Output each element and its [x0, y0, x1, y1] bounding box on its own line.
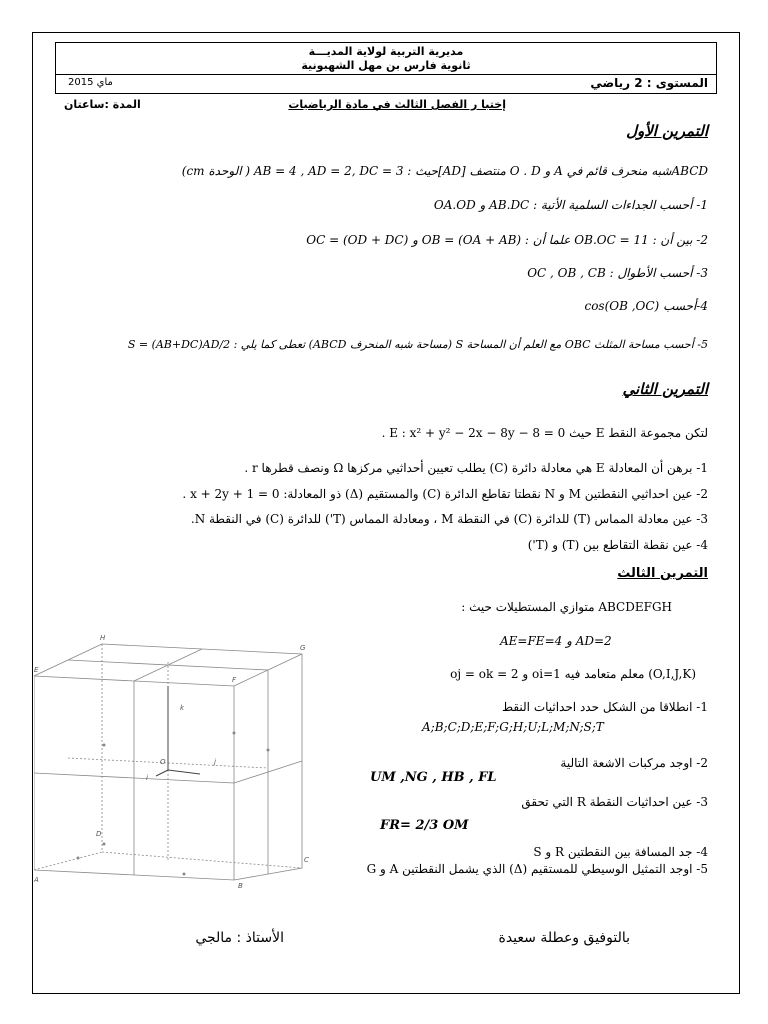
exercise-1-q2: 2- بين أن : OB.OC = 11 علما أن : OB = (OA + AB) و OC = (OD + DC) — [306, 233, 708, 247]
exercise-3-q2-vectors: UM ,NG , HB , FL — [370, 770, 497, 785]
exercise-1-q3: 3- أحسب الأطوال : OC , OB , CB — [527, 266, 708, 280]
school-name: ثانوية فارس بن مهل الشهبونية — [301, 59, 471, 72]
exercise-3-q2: 2- اوجد مركبات الاشعة التالية — [560, 756, 708, 770]
label-E: E — [34, 666, 39, 674]
label-G: G — [300, 644, 306, 652]
exercise-1-q5: 5- أحسب مساحة المثلث OBC مع العلم أن المساحة S (مساحة شبه المنحرف ABCD) تعطى كما يلي : S = (AB+DC)AD/2 — [127, 338, 708, 351]
exercise-2-q3: 3- عين معادلة المماس (T) للدائرة (C) في النقطة M ، ومعادلة المماس (T') للدائرة (C) في النقطة N. — [190, 512, 708, 526]
exercise-2-q4: 4- عين نقطة التقاطع بين (T) و (T') — [527, 538, 708, 552]
label-j: j — [214, 758, 216, 766]
parallelepiped-svg — [34, 630, 346, 890]
exercise-1-q1: 1- أحسب الجداءات السلمية الأتية : AB.DC و OA.OD — [433, 198, 708, 212]
parallelepiped-figure — [34, 630, 346, 890]
exercise-3-q4: 4- جد المسافة بين النقطتين R و S — [533, 845, 708, 859]
exercise-1-intro: ABCDشبه منحرف قائم في A و O . D منتصف [AD]حيث : AB = 4 , AD = 2, DC = 3 ( الوحدة cm) — [181, 164, 708, 178]
label-C: C — [304, 856, 309, 864]
label-F: F — [232, 676, 237, 684]
label-D: D — [96, 830, 102, 838]
exercise-2-title: التمرين الثاني — [622, 380, 708, 398]
exercise-3-q1-points: A;B;C;D;E;F;G;H;U;L;M;N;S;T — [422, 720, 604, 734]
exercise-3-q1: 1- انطلاقا من الشكل حدد احداثيات النقط — [501, 700, 708, 714]
exercise-3-frame: (O,I,J,K) معلم متعامد فيه oi=1 و oj = ok = 2 — [450, 667, 696, 681]
exercise-2-q1: 1- برهن أن المعادلة E هي معادلة دائرة (C) يطلب تعيين أحداثيي مركزها Ω ونصف قطرها r . — [244, 461, 708, 475]
exam-date: ماي 2015 — [68, 77, 113, 88]
label-A: A — [34, 876, 39, 884]
label-k: k — [180, 704, 185, 712]
teacher-name: الأستاذ : مالجي — [195, 930, 284, 946]
exam-title: إختبا ر الفصل الثالث في مادة الرياضيات — [288, 98, 506, 111]
label-i: i — [146, 774, 148, 782]
label-B: B — [238, 882, 243, 890]
exercise-2-intro: لتكن مجموعة النقط E حيث E : x² + y² − 2x − 8y − 8 = 0 . — [381, 426, 708, 440]
exercise-3-intro: ABCDEFGH متوازي المستطيلات حيث : — [461, 600, 672, 614]
exercise-3-q5: 5- اوجد التمثيل الوسيطي للمستقيم (Δ) الذي يشمل النقطتين A و G — [366, 862, 708, 876]
exercise-3-given: AE=FE=4 و AD=2 — [500, 634, 612, 648]
exam-header — [55, 42, 717, 94]
exercise-2-q2: 2- عين احداثيي النقطتين M و N نقطتا تقاطع الدائرة (C) والمستقيم (Δ) ذو المعادلة: x + 2y + 1 = 0 . — [182, 487, 708, 501]
duration: المدة :ساعتان — [64, 98, 141, 111]
level: المستوى : 2 رياضي — [590, 76, 708, 90]
exercise-1-title: التمرين الأول — [626, 122, 708, 140]
closing-wish: بالتوفيق وعطلة سعيدة — [498, 930, 630, 946]
label-O: O — [160, 758, 166, 766]
directorate: مديرية التربية لولاية المديـــة — [308, 45, 464, 58]
exercise-3-q3-relation: FR= 2/3 OM — [380, 818, 469, 833]
exercise-1-q4: 4-أحسب cos(OB ,OC) — [584, 299, 708, 313]
exercise-3-q3: 3- عين احداثيات النقطة R التي تحقق — [521, 795, 708, 809]
exercise-3-title: التمرين الثالث — [617, 566, 708, 581]
label-H: H — [100, 634, 106, 642]
